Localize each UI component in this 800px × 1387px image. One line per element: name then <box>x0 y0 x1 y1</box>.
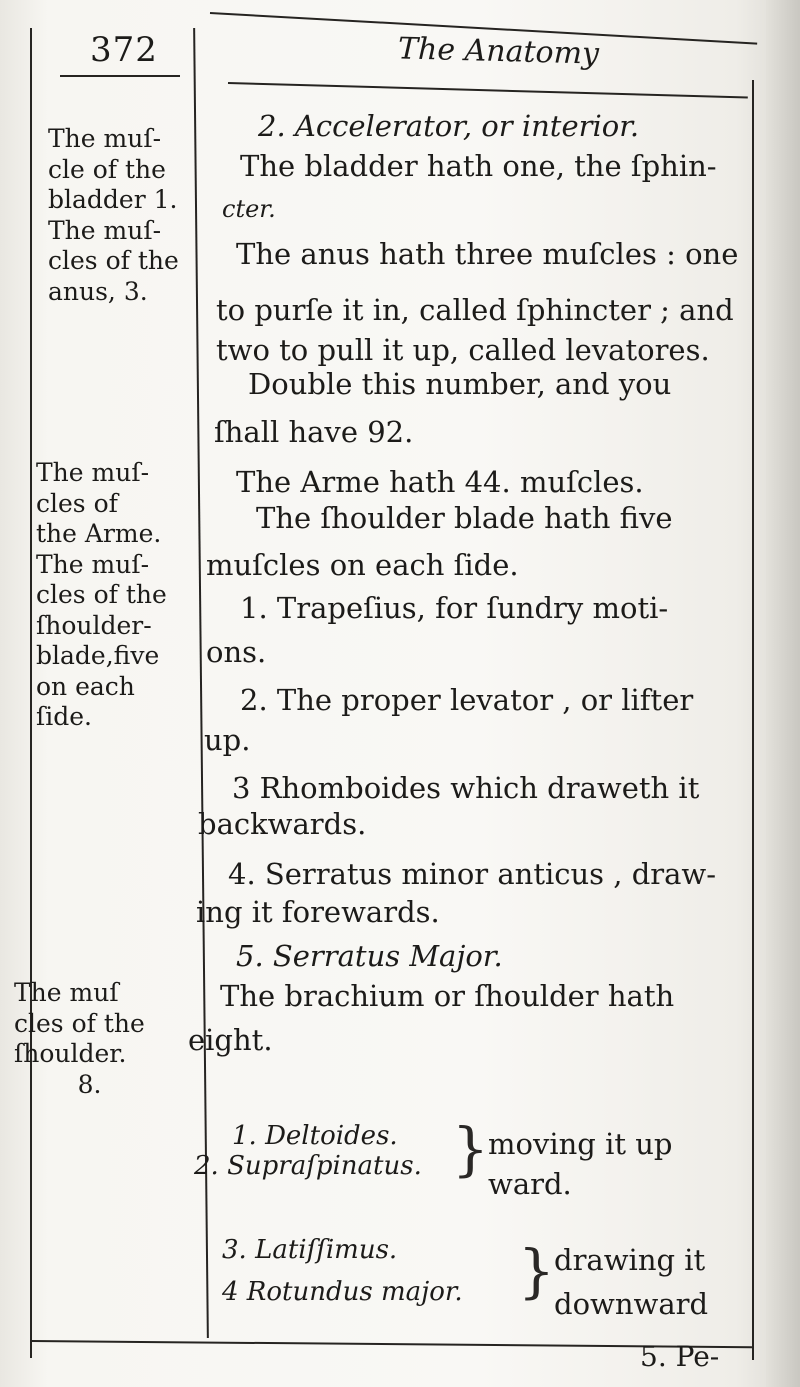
body-line: 4. Serratus minor anticus , draw- <box>228 857 717 891</box>
body-line: eight. <box>188 1023 273 1057</box>
body-line: ſhall have 92. <box>214 415 414 449</box>
body-line: Double this number, and you <box>248 367 672 401</box>
brace-text: ward. <box>488 1167 572 1201</box>
body-line: 1. Trapeſius, for ſundry moti- <box>240 591 669 625</box>
page-edge <box>766 0 800 1387</box>
margin-note-bladder-anus: The muſ- cle of the bladder 1. The muſ- cles of the anus, 3. <box>48 124 179 306</box>
body-line: backwards. <box>198 807 367 841</box>
header-rule-left <box>60 75 180 77</box>
body-line: up. <box>204 723 251 757</box>
running-head: The Anatomy <box>397 31 600 72</box>
body-line: The brachium or ſhoulder hath <box>220 979 675 1013</box>
brace-item: 2. Supraſpinatus. <box>194 1151 422 1181</box>
body-line: The bladder hath one, the ſphin- <box>240 149 717 183</box>
brace-item: 1. Deltoides. <box>232 1121 398 1151</box>
body-line: ons. <box>206 635 267 669</box>
header-rule-right <box>228 82 748 99</box>
left-vertical-rule <box>30 28 32 1358</box>
body-line: cter. <box>222 195 276 223</box>
brace-text: moving it up <box>488 1127 673 1161</box>
body-line: 5. Serratus Major. <box>236 939 503 973</box>
margin-note-arme-shoulderblade: The muſ- cles of the Arme. The muſ- cles of the ſhoulder- blade,five on each ſide. <box>36 458 167 731</box>
body-line: 3 Rhomboides which draweth it <box>232 771 700 805</box>
body-line: to purſe it in, called ſphincter ; and <box>216 293 734 327</box>
body-line: two to pull it up, called levatores. <box>216 333 710 367</box>
body-line: The anus hath three muſcles : one <box>236 237 739 271</box>
catchword: 5. Pe- <box>640 1340 720 1373</box>
body-line: The Arme hath 44. muſcles. <box>236 465 644 499</box>
column-divider-rule <box>193 28 209 1338</box>
right-vertical-rule <box>752 80 754 1360</box>
body-line: muſcles on each ſide. <box>206 548 519 582</box>
brace-item: 4 Rotundus major. <box>222 1277 463 1307</box>
brace-item: 3. Latiſſimus. <box>222 1235 398 1265</box>
body-line: 2. The proper levator , or lifter <box>240 683 694 717</box>
brace-icon: } <box>518 1237 555 1305</box>
margin-note-shoulder: The muſ cles of the ſhoulder. 8. <box>14 978 145 1099</box>
body-line: 2. Accelerator, or interior. <box>258 109 640 143</box>
page-number: 372 <box>90 30 158 70</box>
brace-text: drawing it <box>554 1243 706 1277</box>
body-line: The ſhoulder blade hath five <box>256 501 673 535</box>
brace-text: downward <box>554 1287 709 1321</box>
body-line: ing it forewards. <box>196 895 440 929</box>
brace-icon: } <box>452 1115 489 1183</box>
